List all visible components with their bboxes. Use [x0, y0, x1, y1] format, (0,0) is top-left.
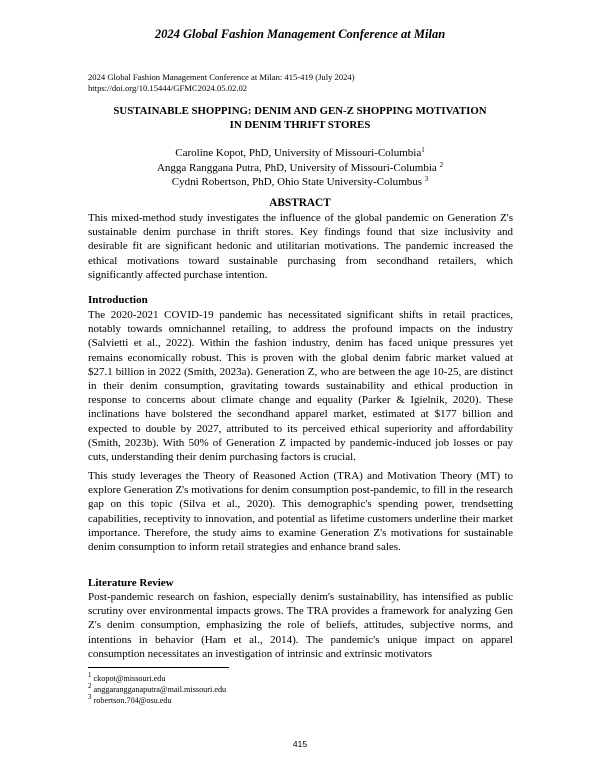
footnote-divider: [88, 667, 229, 668]
citation-block: [88, 72, 355, 94]
footnote-2: $^2$ anggarangganaputra@mail.missouri.edu: [88, 682, 227, 694]
author-3-mark: 3: [424, 175, 429, 183]
author-1-mark: 1: [421, 146, 425, 154]
literature-review-heading: Literature Review: [88, 577, 174, 589]
paper-title: [70, 104, 530, 132]
citation-line: 2024 Global Fashion Management Conference at Milan: 415-419 (July 2024): [88, 72, 355, 82]
author-3: Cydni Robertson, PhD, Ohio State University-Columbus $^3$: [171, 175, 429, 188]
introduction-paragraph-2: This study leverages the Theory of Reasoned Action (TRA) and Motivation Theory (MT) to explore Generation Z's motivations for denim consumption post-pandemic, to fill in the research gap on this topic (Silva et al., 2020). This demographic's spending power, trendsetting capabilities, receptivity to innovation, and potential as lifetime customers underline their market importance. Therefore, the study aims to examine Generation Z's motivations for sustainable denim consumption to inform retail strategies and enhance brand sales.: [88, 470, 513, 554]
conference-header: 2024 Global Fashion Management Conference at Milan: [154, 27, 446, 41]
literature-review-paragraph: Post-pandemic research on fashion, especially denim's sustainability, has intensified as public scrutiny over environmental impacts grows. The TRA provides a framework for analyzing Gen Z's denim consumption, emphasizing the role of beliefs, attitudes, subjective norms, and intentions in behavior (Ham et al., 2014). The pandemic's unique impact on apparel consumption necessitates an investigation of intrinsic and extrinsic motivators: [88, 591, 513, 660]
footnote-1: $^1$ ckopot@missouri.edu: [88, 671, 166, 683]
introduction-heading: Introduction: [88, 294, 148, 306]
page-number: 415: [292, 739, 308, 749]
abstract-text: This mixed-method study investigates the influence of the global pandemic on Generation Z's sustainable denim purchase in thrift stores. Key findings found that size inclusivity and desirable fit are significant hedonic and utilitarian motivations. The pandemic increased the ethical motivations toward sustainable purchasing from secondhand retailers, which significantly affected purchase intention.: [88, 212, 513, 281]
author-1: Caroline Kopot, PhD, University of Missouri-Columbia$^1$: [175, 146, 425, 159]
footnote-3: $^3$ robertson.704@osu.edu: [88, 693, 172, 705]
abstract-heading: ABSTRACT: [269, 197, 331, 209]
introduction-paragraph-1: The 2020-2021 COVID-19 pandemic has necessitated significant shifts in retail practices, notably towards omnichannel retailing, to address the profound impacts on the industry (Salvietti et al., 2022). Within the fashion industry, denim has faced unique pressures yet remains economically robust. This is proven with the global denim fabric market valued at $27.1 billion in 2022 (Smith, 2023a). Generation Z, who are between the age 10-25, are distinct in their denim consumption, gravitating towards sustainability and ethical production in response to concerns about climate change and equality (Parker & Igielnik, 2020). These inclinations have bolstered the secondhand apparel market, estimated at $177 billion and expected to double by 2027, attributed to its perceived ethical superiority and affordability (Smith, 2023b). With 50% of Generation Z impacted by pandemic-induced job losses or pay cuts, understanding their denim purchasing factors is crucial.: [88, 309, 513, 464]
author-2-mark: 2: [439, 160, 444, 169]
title-line-2: IN DENIM THRIFT STORES: [229, 119, 371, 131]
author-list: [0, 146, 600, 190]
title-line-1: SUSTAINABLE SHOPPING: DENIM AND GEN-Z SHOPPING MOTIVATION: [113, 105, 487, 117]
author-2: Angga Ranggana Putra, PhD, University of Missouri-Columbia $^2$: [156, 160, 444, 174]
doi-line: https://doi.org/10.15444/GFMC2024.05.02.02: [88, 83, 248, 93]
